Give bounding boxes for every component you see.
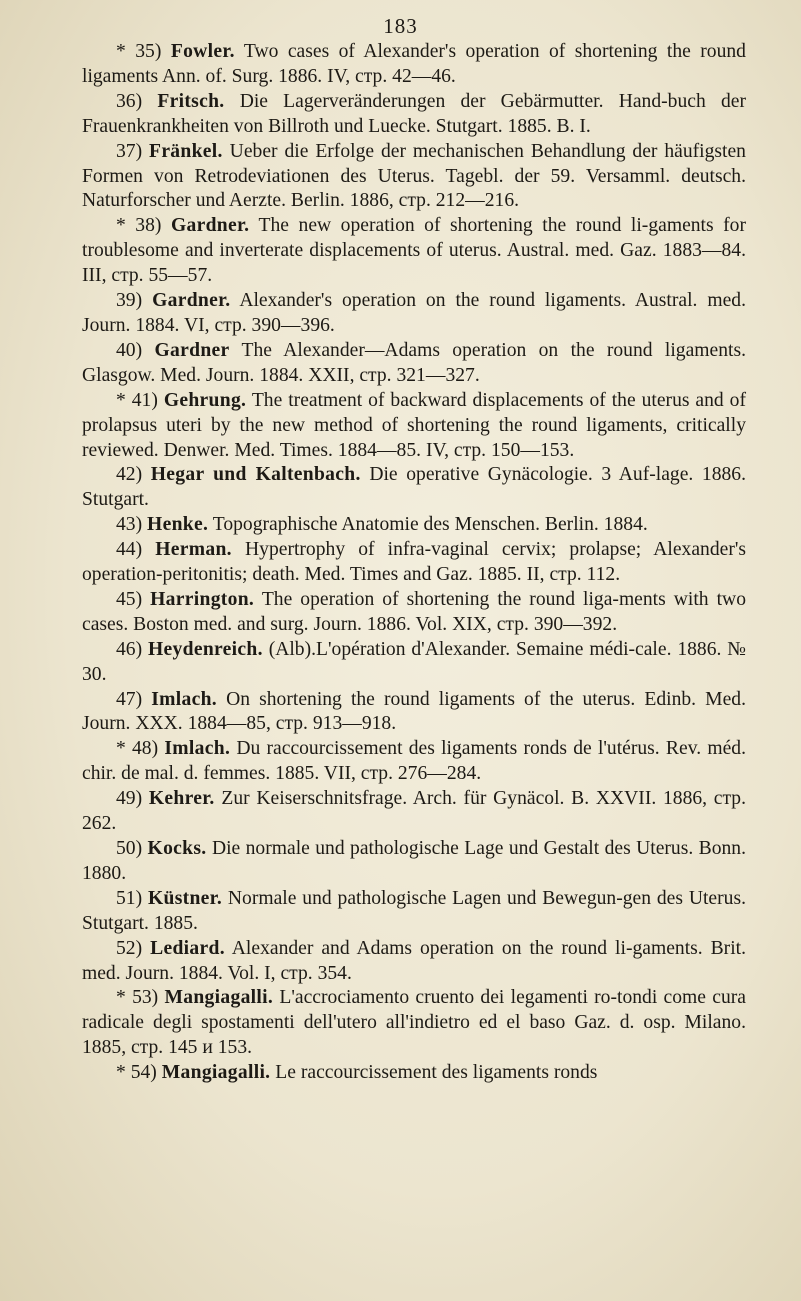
reference-author: Fränkel. (149, 140, 223, 162)
reference-entry (82, 90, 746, 140)
reference-text: Du raccourcissement des ligaments ronds de l'utérus. Rev. méd. chir. de mal. d. femmes. 1885. VII, стр. 276—284. (82, 738, 746, 785)
reference-text: Le raccourcissement des ligaments ronds (275, 1062, 598, 1084)
reference-text: On shortening the round ligaments of the uterus. Edinb. Med. Journ. XXX. 1884—85, стр. 913—918. (82, 688, 746, 735)
reference-author: Imlach. (151, 688, 217, 710)
reference-entry (82, 513, 746, 538)
reference-entry (82, 986, 746, 1061)
reference-entry (82, 214, 746, 289)
reference-author: Heydenreich. (148, 638, 263, 660)
reference-text: Normale und pathologische Lagen und Bewegun-gen des Uterus. Stutgart. 1885. (82, 887, 746, 934)
reference-text: The treatment of backward displacements of the uterus and of prolapsus uteri by the new method of shortening the round ligaments, critically reviewed. Denwer. Med. Times. 1884—85. IV, стр. 150—153. (82, 389, 746, 461)
reference-text: Topographische Anatomie des Menschen. Berlin. 1884. (212, 514, 648, 536)
reference-entry (82, 389, 746, 464)
reference-author: Kocks. (147, 838, 207, 859)
reference-entry (82, 339, 746, 389)
reference-text: Die Lagerveränderungen der Gebärmutter. Hand-buch der Frauenkrankheiten von Billroth und Luecke. Stutgart. 1885. B. I. (82, 90, 746, 137)
reference-entry (82, 1061, 746, 1086)
reference-text: Die operative Gynäcologie. 3 Auf-lage. 1886. Stutgart. (82, 464, 746, 511)
reference-text: The operation of shortening the round liga-ments with two cases. Boston med. and surg. Journ. 1886. Vol. XIX, стр. 390—392. (82, 588, 746, 635)
reference-entry (82, 937, 746, 987)
reference-number: 46) (116, 638, 143, 660)
reference-entry (82, 787, 746, 837)
reference-list (82, 40, 746, 1086)
reference-author: Lediard. (150, 937, 225, 959)
reference-number: * 41) (116, 389, 158, 411)
reference-text: Alexander and Adams operation on the round li-gaments. Brit. med. Journ. 1884. Vol. I, стр. 354. (82, 937, 746, 984)
reference-author: Hegar und Kaltenbach. (150, 464, 361, 486)
reference-text: Two cases of Alexander's operation of shortening the round ligaments Ann. of. Surg. 1886. IV, стр. 42—46. (82, 41, 746, 87)
reference-entry (82, 289, 746, 339)
reference-entry (82, 887, 746, 937)
reference-text: Hypertrophy of infra-vaginal cervix; prolapse; Alexander's operation-peritonitis; death. Med. Times and Gaz. 1885. II, стр. 112. (82, 539, 747, 586)
reference-number: 44) (116, 539, 143, 561)
reference-entry (82, 638, 746, 688)
reference-number: 39) (116, 290, 143, 312)
reference-entry (82, 737, 746, 787)
page-number: 183 (383, 14, 418, 38)
reference-number: * 38) (116, 215, 162, 237)
reference-entry (82, 140, 746, 215)
reference-author: Fowler. (170, 41, 235, 62)
reference-entry (82, 40, 746, 90)
reference-number: * 53) (116, 987, 159, 1009)
reference-entry (82, 688, 746, 738)
reference-entry (82, 588, 746, 638)
reference-author: Küstner. (147, 887, 223, 909)
reference-number: 52) (116, 937, 143, 959)
reference-text: Alexander's operation on the round ligaments. Austral. med. Journ. 1884. VI, стр. 390—396. (82, 290, 746, 336)
reference-number: 49) (116, 788, 143, 810)
reference-number: 42) (116, 464, 143, 486)
reference-number: * 54) (116, 1062, 157, 1084)
reference-entry (82, 538, 746, 588)
reference-author: Fritsch. (157, 90, 225, 112)
reference-entry (82, 837, 746, 887)
reference-text: The new operation of shortening the round li-gaments for troublesome and inverterate displacements of uterus. Austral. med. Gaz. 1883—84. III, стр. 55—57. (82, 215, 746, 287)
reference-number: 36) (116, 90, 143, 112)
reference-text: Die normale und pathologische Lage und Gestalt des Uterus. Bonn. 1880. (82, 838, 747, 884)
reference-number: 40) (116, 339, 143, 361)
reference-number: 50) (116, 838, 143, 859)
reference-author: Mangiagalli. (164, 987, 274, 1009)
reference-author: Gardner. (152, 290, 231, 312)
reference-text: Zur Keiserschnitsfrage. Arch. für Gynäcol. B. XXVII. 1886, стр. 262. (82, 788, 746, 835)
reference-number: 51) (116, 887, 143, 909)
reference-author: Gardner (154, 339, 230, 361)
reference-entry (82, 463, 746, 513)
reference-number: 37) (116, 140, 143, 162)
reference-author: Harrington. (150, 588, 255, 610)
reference-text: (Alb).L'opération d'Alexander. Semaine médi-cale. 1886. № 30. (82, 638, 746, 685)
reference-author: Mangiagalli. (161, 1062, 271, 1084)
reference-number: 45) (116, 588, 143, 610)
reference-number: 47) (116, 688, 143, 710)
reference-number: 43) (116, 514, 143, 536)
reference-author: Kehrer. (148, 788, 215, 810)
reference-author: Imlach. (164, 738, 231, 760)
reference-author: Henke. (147, 514, 209, 536)
reference-author: Gardner. (170, 215, 250, 237)
reference-number: * 48) (116, 738, 159, 760)
reference-text: The Alexander—Adams operation on the round ligaments. Glasgow. Med. Journ. 1884. XXII, стр. 321—327. (82, 339, 747, 386)
reference-author: Gehrung. (163, 389, 247, 411)
reference-number: * 35) (116, 41, 162, 62)
reference-text: Ueber die Erfolge der mechanischen Behandlung der häufigsten Formen von Retrodeviationen des Uterus. Tagebl. der 59. Versamml. deutsch. Naturforscher und Aerzte. Berlin. 1886, стр. 212—216. (82, 140, 746, 212)
reference-author: Herman. (155, 539, 232, 561)
reference-text: L'accrociamento cruento dei legamenti ro-tondi come cura radicale degli spostamenti dell'utero all'indietro ed el baso Gaz. d. osp. Milano. 1885, стр. 145 и 153. (82, 987, 746, 1059)
